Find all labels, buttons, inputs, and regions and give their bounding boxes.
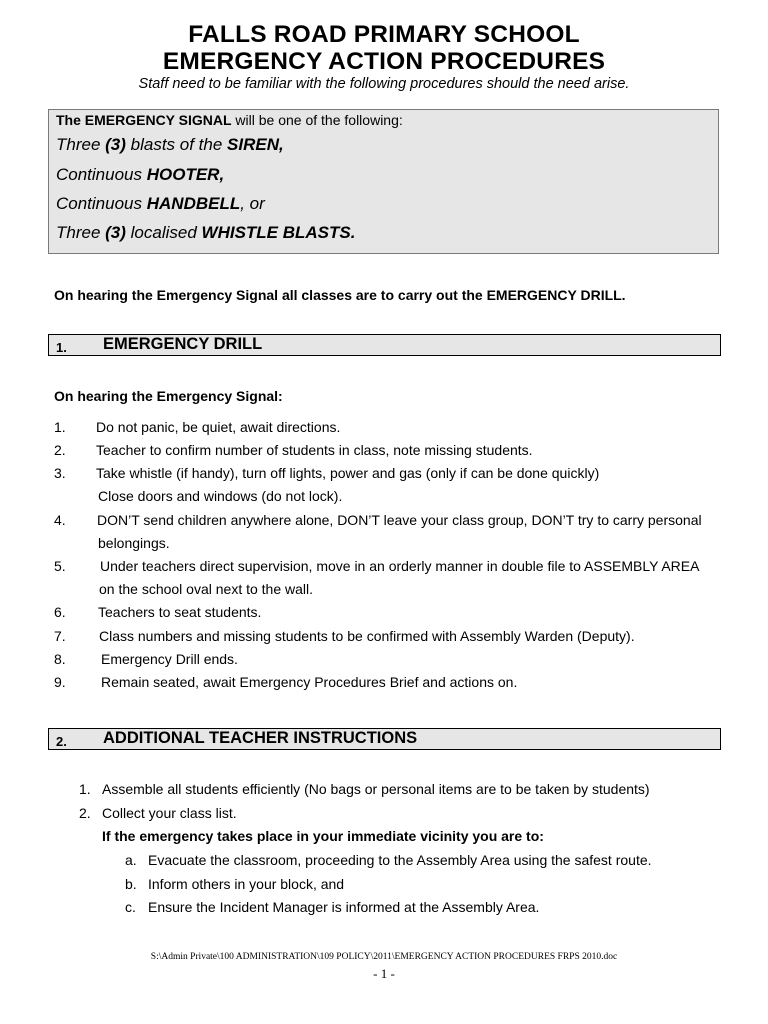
emergency-signal-box (48, 109, 719, 254)
section-1-lead: On hearing the Emergency Signal: (54, 388, 283, 404)
list-text: Collect your class list. (102, 805, 237, 821)
list-number: 1. (54, 419, 66, 435)
list-number: 2. (54, 442, 66, 458)
list-text: Ensure the Incident Manager is informed at the Assembly Area. (148, 899, 540, 915)
signal-text: Three (56, 223, 106, 242)
signal-text: blasts of the (125, 135, 228, 154)
list-number: 1. (79, 781, 91, 797)
signal-intro (56, 112, 403, 128)
signal-intro-bold: The EMERGENCY SIGNAL (56, 112, 232, 128)
list-number: 9. (54, 674, 66, 690)
list-text: belongings. (98, 535, 170, 551)
signal-text: Three (56, 135, 106, 154)
list-letter: a. (125, 852, 137, 868)
list-text: on the school oval next to the wall. (99, 581, 314, 597)
signal-emphasis: WHISTLE BLASTS. (201, 223, 356, 242)
signal-emphasis: (3) (105, 223, 126, 242)
signal-text: , or (240, 194, 265, 213)
section-title: ADDITIONAL TEACHER INSTRUCTIONS (103, 729, 418, 747)
signal-option-handbell (56, 194, 265, 214)
list-text: Under teachers direct supervision, move in an orderly manner in double file to ASSEMBLY AREA (100, 558, 700, 574)
section-1-header (48, 334, 721, 356)
list-number: 6. (54, 604, 66, 620)
list-text: Do not panic, be quiet, await directions. (96, 419, 341, 435)
list-text: Teachers to seat students. (98, 604, 262, 620)
vicinity-heading: If the emergency takes place in your immediate vicinity you are to: (102, 828, 544, 844)
list-number: 5. (54, 558, 66, 574)
signal-intro-rest: will be one of the following: (231, 112, 403, 128)
list-letter: b. (125, 876, 137, 892)
section-number: 2. (56, 734, 67, 749)
list-text: Class numbers and missing students to be confirmed with Assembly Warden (Deputy). (99, 628, 635, 644)
signal-emphasis: HOOTER, (146, 165, 225, 184)
drill-instruction: On hearing the Emergency Signal all classes are to carry out the EMERGENCY DRILL. (54, 287, 626, 303)
school-name-heading: FALLS ROAD PRIMARY SCHOOL (188, 21, 580, 48)
signal-text: localised (125, 223, 202, 242)
list-text: Inform others in your block, and (148, 876, 345, 892)
section-2-header (48, 728, 721, 750)
list-number: 2. (79, 805, 91, 821)
list-text: DON’T send children anywhere alone, DON’T leave your class group, DON’T try to carry personal (97, 512, 702, 528)
list-number: 3. (54, 465, 66, 481)
section-title: EMERGENCY DRILL (103, 335, 263, 353)
list-text: Assemble all students efficiently (No bags or personal items are to be taken by students) (102, 781, 650, 797)
signal-emphasis: (3) (105, 135, 126, 154)
signal-emphasis: HANDBELL (146, 194, 241, 213)
list-text: Remain seated, await Emergency Procedures Brief and actions on. (101, 674, 518, 690)
subtitle: Staff need to be familiar with the following procedures should the need arise. (138, 76, 630, 92)
signal-option-siren (56, 135, 284, 155)
list-number: 4. (54, 512, 66, 528)
list-number: 7. (54, 628, 66, 644)
document-title: EMERGENCY ACTION PROCEDURES (162, 48, 606, 75)
list-text: Close doors and windows (do not lock). (98, 488, 343, 504)
list-text: Take whistle (if handy), turn off lights, power and gas (only if can be done quickly) (96, 465, 600, 481)
signal-emphasis: SIREN, (227, 135, 284, 154)
signal-option-hooter (56, 165, 224, 185)
list-letter: c. (125, 899, 136, 915)
signal-option-whistle (56, 223, 355, 243)
page-number: - 1 - (373, 966, 395, 981)
section-number: 1. (56, 340, 67, 355)
footer-file-path: S:\Admin Private\100 ADMINISTRATION\109 POLICY\2011\EMERGENCY ACTION PROCEDURES FRPS 2010.doc (150, 952, 618, 962)
signal-text: Continuous (56, 194, 147, 213)
list-text: Evacuate the classroom, proceeding to the Assembly Area using the safest route. (148, 852, 652, 868)
list-number: 8. (54, 651, 66, 667)
list-text: Teacher to confirm number of students in class, note missing students. (96, 442, 533, 458)
signal-text: Continuous (56, 165, 147, 184)
list-text: Emergency Drill ends. (101, 651, 238, 667)
